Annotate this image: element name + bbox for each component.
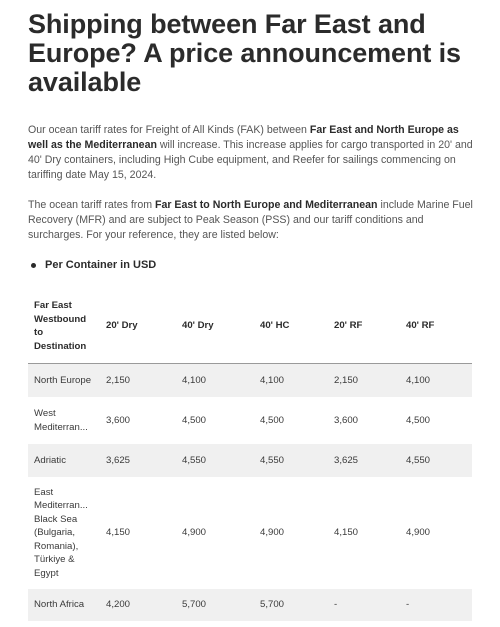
rate-cell: 3,600 bbox=[333, 414, 358, 426]
bullet-label: Per Container in USD bbox=[45, 259, 157, 271]
rate-cell: 3,625 bbox=[100, 444, 176, 477]
header-destination: Far East Westbound to Destination bbox=[28, 289, 100, 364]
rate-cell: 4,550 bbox=[400, 444, 472, 477]
bullet-item bbox=[28, 259, 474, 271]
rate-cell: 2,150 bbox=[328, 364, 400, 398]
rates-table bbox=[28, 289, 472, 621]
header-40-hc: 40' HC bbox=[254, 289, 328, 364]
intro-text-a: Our ocean tariff rates for Freight of All Kinds (FAK) between bbox=[28, 124, 310, 136]
rate-cell: 4,100 bbox=[176, 364, 254, 398]
rate-cell: 2,150 bbox=[100, 364, 176, 398]
rate-cell: 5,700 bbox=[176, 589, 254, 621]
rate-cell: - bbox=[400, 589, 472, 621]
header-20-dry: 20' Dry bbox=[100, 289, 176, 364]
header-40-rf: 40' RF bbox=[400, 289, 472, 364]
bullet-dot-icon bbox=[31, 263, 36, 268]
rate-cell: - bbox=[328, 589, 400, 621]
rate-cell: 4,550 bbox=[254, 444, 328, 477]
rate-cell: 4,200 bbox=[100, 589, 176, 621]
rate-cell: 4,100 bbox=[400, 364, 472, 398]
destination-cell: West Mediterran... bbox=[34, 408, 88, 433]
rate-cell: 4,500 bbox=[182, 414, 207, 426]
destination-cell: North Europe bbox=[28, 364, 100, 398]
table-row bbox=[28, 364, 472, 398]
rates-paragraph bbox=[28, 198, 474, 243]
intro-text-b: will increase. This increase applies for cargo transported in 20' and 40' Dry containers, including High Cube equipment, and Reefer for sailings commencing on tariffing date May 15, 2024. bbox=[28, 139, 473, 181]
rate-cell: 3,625 bbox=[328, 444, 400, 477]
table-row bbox=[28, 397, 472, 444]
rates-text-a: The ocean tariff rates from bbox=[28, 199, 155, 211]
rate-cell: 4,550 bbox=[176, 444, 254, 477]
intro-bold-text: Far East and North Europe as well as the Mediterranean bbox=[28, 124, 459, 151]
destination-cell: East Mediterran... Black Sea (Bulgaria, Romania), Türkiye & Egypt bbox=[34, 486, 88, 579]
rate-cell: 4,900 bbox=[182, 527, 207, 539]
destination-cell: Adriatic bbox=[28, 444, 100, 477]
rates-text-b: include Marine Fuel Recovery (MFR) and are subject to Peak Season (PSS) and our tariff conditions and surcharges. For your reference, they are listed below: bbox=[28, 199, 473, 241]
rate-cell: 4,500 bbox=[405, 414, 430, 426]
header-20-rf: 20' RF bbox=[328, 289, 400, 364]
rate-cell: 5,700 bbox=[254, 589, 328, 621]
rate-cell: 3,600 bbox=[106, 414, 131, 426]
intro-paragraph bbox=[28, 123, 474, 183]
header-40-dry: 40' Dry bbox=[176, 289, 254, 364]
rate-cell: 4,100 bbox=[254, 364, 328, 398]
rate-cell: 4,900 bbox=[260, 527, 285, 539]
table-row bbox=[28, 444, 472, 477]
article bbox=[28, 10, 474, 621]
rate-cell: 4,900 bbox=[405, 527, 430, 539]
table-row bbox=[28, 477, 472, 589]
rates-bold-text: Far East to North Europe and Mediterranean bbox=[155, 199, 378, 211]
rate-cell: 4,150 bbox=[106, 527, 131, 539]
rate-cell: 4,150 bbox=[333, 527, 358, 539]
rate-cell: 4,500 bbox=[260, 414, 285, 426]
page-title: Shipping between Far East and Europe? A price announcement is available bbox=[28, 9, 461, 97]
destination-cell: North Africa bbox=[28, 589, 100, 621]
table-header-row bbox=[28, 289, 472, 364]
table-row bbox=[28, 589, 472, 621]
